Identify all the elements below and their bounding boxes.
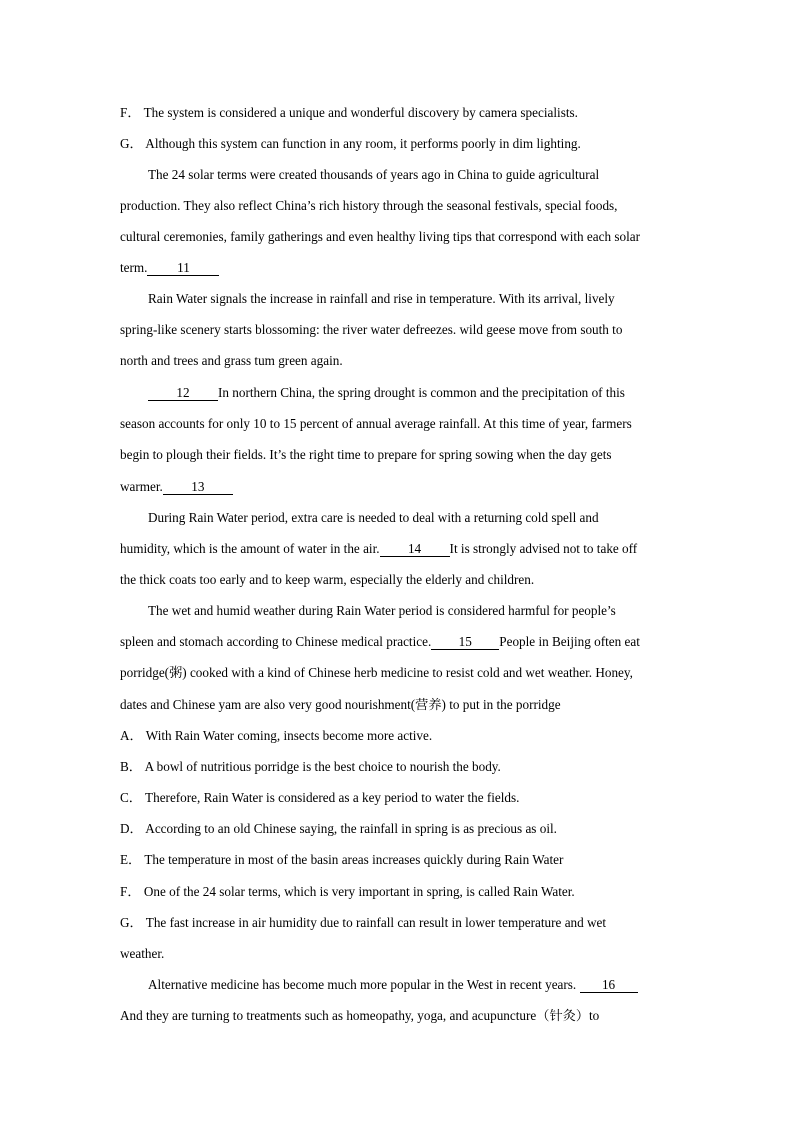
option-g-continued: weather. (120, 946, 165, 961)
passage-line: Alternative medicine has become much more popular in the West in recent years. 16 (148, 977, 638, 993)
option-b: B． A bowl of nutritious porridge is the best choice to nourish the body. (120, 759, 501, 774)
blank-15: 15 (431, 635, 499, 650)
passage-line: 12 In northern China, the spring drought is common and the precipitation of this (148, 385, 625, 401)
blank-13: 13 (163, 480, 233, 495)
option-a: A． With Rain Water coming, insects become more active. (120, 728, 433, 743)
passage-line: The 24 solar terms were created thousands of years ago in China to guide agricultural (148, 167, 600, 182)
option-d: D． According to an old Chinese saying, the rainfall in spring is as precious as oil. (120, 821, 557, 836)
option-f-first: F． The system is considered a unique and wonderful discovery by camera specialists. (120, 105, 578, 120)
passage-line: begin to plough their fields. It’s the right time to prepare for spring sowing when the day gets (120, 447, 612, 462)
passage-line: spleen and stomach according to Chinese medical practice. 15 People in Beijing often eat (120, 634, 640, 649)
passage-line: Rain Water signals the increase in rainfall and rise in temperature. With its arrival, lively (148, 291, 615, 306)
passage-line: the thick coats too early and to keep warm, especially the elderly and children. (120, 572, 535, 587)
blank-16: 16 (580, 978, 638, 993)
passage-line: porridge(粥) cooked with a kind of Chinese herb medicine to resist cold and wet weather. Honey, (120, 665, 633, 680)
blank-12: 12 (148, 386, 218, 401)
blank-14: 14 (380, 542, 450, 557)
option-f: F． One of the 24 solar terms, which is very important in spring, is called Rain Water. (120, 884, 575, 899)
passage-line: humidity, which is the amount of water in the air. 14 It is strongly advised not to take off (120, 541, 638, 556)
passage-line: spring-like scenery starts blossoming: the river water defreezes. wild geese move from south to (120, 322, 623, 337)
option-c: C． Therefore, Rain Water is considered as a key period to water the fields. (120, 790, 520, 805)
passage-line: warmer. 13 (120, 479, 233, 495)
passage-line: production. They also reflect China’s rich history through the seasonal festivals, special foods, (120, 198, 618, 213)
blank-11: 11 (147, 261, 219, 276)
option-g: G． The fast increase in air humidity due to rainfall can result in lower temperature and wet (120, 915, 607, 930)
passage-line: dates and Chinese yam are also very good nourishment(营养) to put in the porridge (120, 697, 561, 712)
passage-line: season accounts for only 10 to 15 percent of annual average rainfall. At this time of year, farmers (120, 416, 632, 431)
passage-line: And they are turning to treatments such as homeopathy, yoga, and acupuncture（针灸）to (120, 1008, 600, 1023)
passage-line: During Rain Water period, extra care is needed to deal with a returning cold spell and (148, 510, 599, 525)
option-e: E． The temperature in most of the basin areas increases quickly during Rain Water (120, 852, 564, 867)
option-g-first: G． Although this system can function in any room, it performs poorly in dim lighting. (120, 136, 581, 151)
passage-line: The wet and humid weather during Rain Water period is considered harmful for people’s (148, 603, 616, 618)
passage-line: term. 11 (120, 260, 219, 276)
passage-line: cultural ceremonies, family gatherings and even healthy living tips that correspond with each solar (120, 229, 641, 244)
passage-line: north and trees and grass tum green again. (120, 353, 343, 368)
